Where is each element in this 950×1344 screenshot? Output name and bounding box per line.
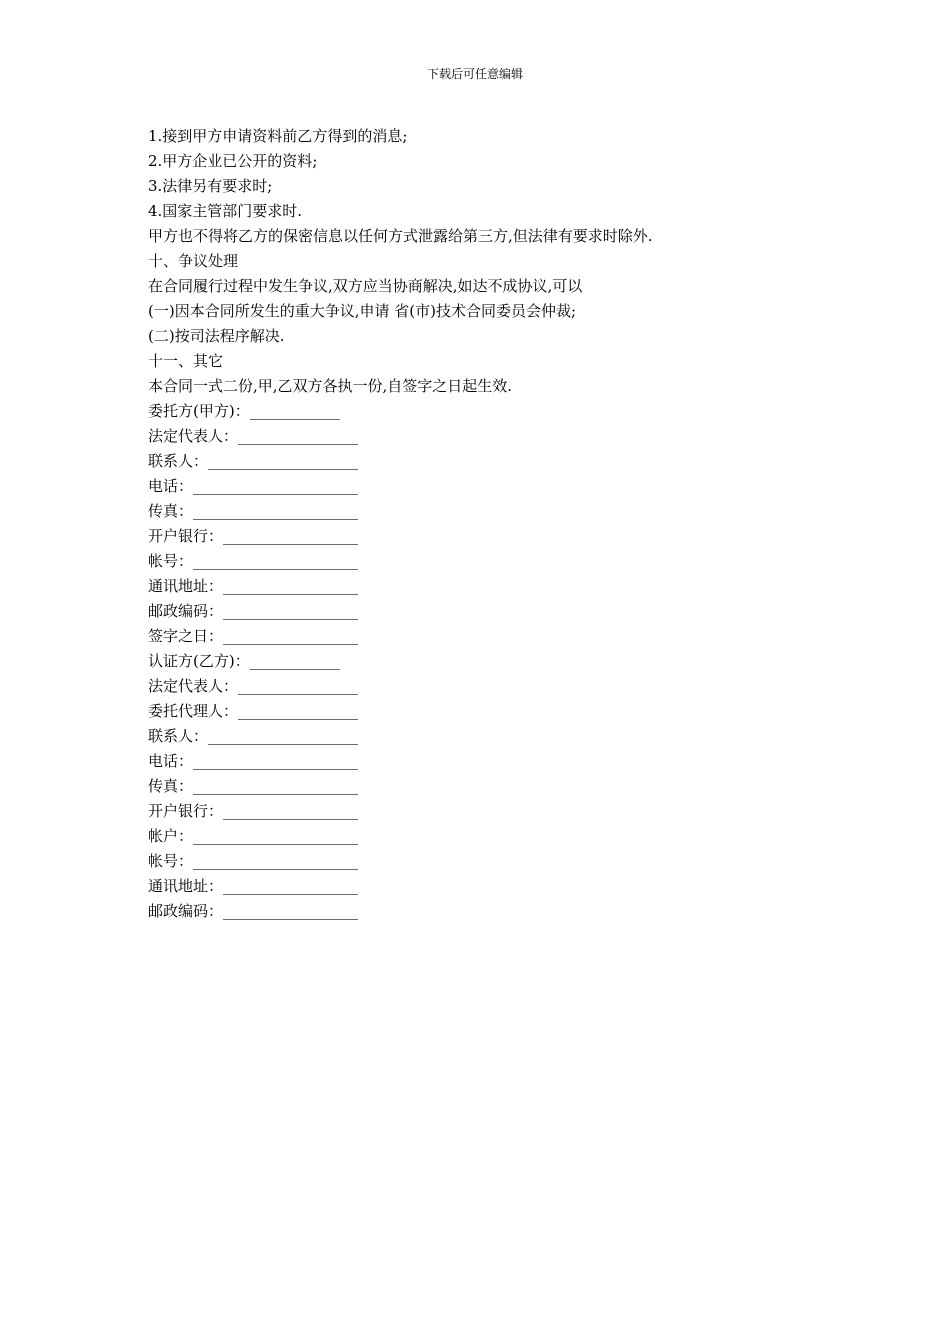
- party-a-field-account-number: 帐号：______________________: [148, 552, 359, 570]
- party-b-field-bank: 开户银行：__________________: [148, 802, 359, 820]
- list-item-4: 4.国家主管部门要求时.: [148, 202, 303, 220]
- party-a-field-postcode: 邮政编码：__________________: [148, 602, 359, 620]
- dispute-paragraph: 在合同履行过程中发生争议,双方应当协商解决,如达不成协议,可以: [148, 277, 583, 295]
- party-b-field-contact: 联系人：____________________: [148, 727, 359, 745]
- section-heading-other: 十一、其它: [148, 352, 224, 370]
- party-a-field-contact: 联系人：____________________: [148, 452, 359, 470]
- party-a-field-fax: 传真：______________________: [148, 502, 359, 520]
- dispute-option-2: (二)按司法程序解决.: [148, 327, 285, 345]
- party-b-field-account-holder: 帐户：______________________: [148, 827, 359, 845]
- party-b-field-address: 通讯地址：__________________: [148, 877, 359, 895]
- list-item-1: 1.接到甲方申请资料前乙方得到的消息;: [148, 127, 408, 145]
- dispute-option-1: (一)因本合同所发生的重大争议,申请 省(市)技术合同委员会仲裁;: [148, 302, 577, 320]
- party-b-field-fax: 传真：______________________: [148, 777, 359, 795]
- list-item-2: 2.甲方企业已公开的资料;: [148, 152, 318, 170]
- party-b-field-phone: 电话：______________________: [148, 752, 359, 770]
- list-item-3: 3.法律另有要求时;: [148, 177, 273, 195]
- document-body: [148, 124, 788, 924]
- party-b-field-account-number: 帐号：______________________: [148, 852, 359, 870]
- section-heading-dispute: 十、争议处理: [148, 252, 239, 270]
- party-a-field-entrusting-party: 委托方(甲方)：____________: [148, 402, 340, 420]
- party-a-field-address: 通讯地址：__________________: [148, 577, 359, 595]
- party-a-field-legal-representative: 法定代表人：________________: [148, 427, 359, 445]
- party-a-field-bank: 开户银行：__________________: [148, 527, 359, 545]
- party-b-field-legal-representative: 法定代表人：________________: [148, 677, 359, 695]
- validity-paragraph: 本合同一式二份,甲,乙双方各执一份,自签字之日起生效.: [148, 377, 513, 395]
- party-a-field-phone: 电话：______________________: [148, 477, 359, 495]
- party-b-field-certifying-party: 认证方(乙方)：____________: [148, 652, 340, 670]
- page-header: 下载后可任意编辑: [426, 67, 523, 81]
- party-b-field-agent: 委托代理人：________________: [148, 702, 359, 720]
- party-a-field-signing-date: 签字之日：__________________: [148, 627, 359, 645]
- confidentiality-paragraph: 甲方也不得将乙方的保密信息以任何方式泄露给第三方,但法律有要求时除外.: [148, 227, 653, 245]
- party-b-field-postcode: 邮政编码：__________________: [148, 902, 359, 920]
